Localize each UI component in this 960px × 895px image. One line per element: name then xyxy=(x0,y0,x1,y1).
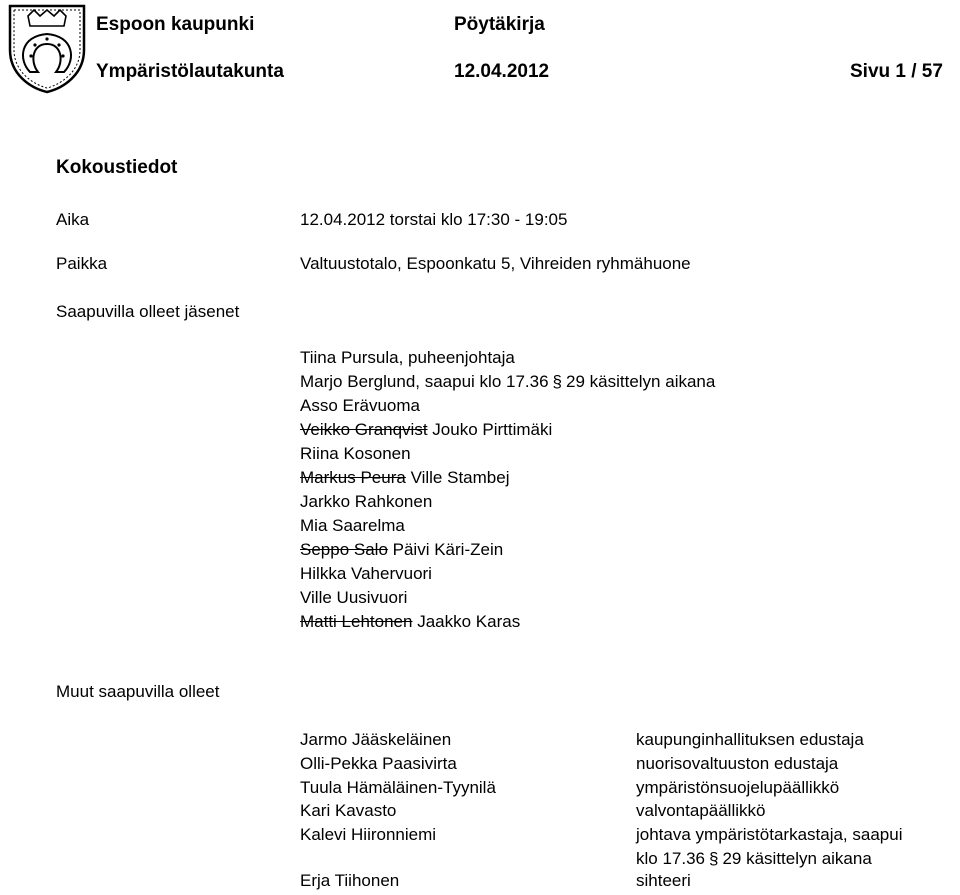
role-note: klo 17.36 xyxy=(636,849,705,868)
other-role: sihteeri xyxy=(636,871,691,890)
member-name-struck: Veikko Granqvist xyxy=(300,420,428,439)
org-name: Espoon kaupunki xyxy=(96,14,255,35)
member-name: Jarkko Rahkonen xyxy=(300,492,433,511)
member-substitute: Jouko Pirttimäki xyxy=(432,420,553,439)
other-name: Erja Tiihonen xyxy=(300,871,400,890)
member-substitute: Jaakko Karas xyxy=(417,612,521,631)
member-note: 29 käsittelyn aikana xyxy=(566,372,716,391)
other-role: nuorisovaltuuston edustaja xyxy=(636,754,839,773)
role-note: 29 käsittelyn aikana xyxy=(722,849,872,868)
member-name: Asso Erävuoma xyxy=(300,396,420,415)
member-name: Tiina Pursula, puheenjohtaja xyxy=(300,348,515,367)
member-substitute: Ville Stambej xyxy=(410,468,510,487)
member-row xyxy=(300,396,420,416)
other-role: kaupunginhallituksen edustaja xyxy=(636,730,864,749)
other-name: Jarmo Jääskeläinen xyxy=(300,730,452,749)
member-row xyxy=(300,492,432,512)
other-role-continued xyxy=(636,849,872,869)
member-row xyxy=(300,516,405,536)
espoo-coat-of-arms-logo xyxy=(4,2,90,94)
section-symbol: § xyxy=(709,849,719,868)
other-role: ympäristönsuojelupäällikkö xyxy=(636,778,840,797)
member-name: Riina Kosonen xyxy=(300,444,411,463)
member-name: Mia Saarelma xyxy=(300,516,405,535)
member-name-struck: Matti Lehtonen xyxy=(300,612,413,631)
member-name: Marjo Berglund, saapui klo 17.36 xyxy=(300,372,549,391)
member-row xyxy=(300,588,407,608)
time-value: 12.04.2012 torstai klo 17:30 - 19:05 xyxy=(300,210,568,229)
member-row xyxy=(300,468,509,488)
member-name-struck: Markus Peura xyxy=(300,468,406,487)
page-indicator: Sivu 1 / 57 xyxy=(850,61,943,82)
other-role: johtava ympäristötarkastaja, saapui xyxy=(636,825,903,844)
document-type: Pöytäkirja xyxy=(454,14,545,35)
member-substitute: Päivi Käri-Zein xyxy=(392,540,504,559)
other-name: Kalevi Hiironniemi xyxy=(300,825,437,844)
place-value: Valtuustotalo, Espoonkatu 5, Vihreiden ryhmähuone xyxy=(300,254,691,273)
member-row xyxy=(300,612,520,632)
section-symbol: § xyxy=(552,372,563,391)
member-row xyxy=(300,348,515,368)
member-row xyxy=(300,564,432,584)
other-name: Kari Kavasto xyxy=(300,801,397,820)
committee-name: Ympäristölautakunta xyxy=(96,61,284,82)
member-row xyxy=(300,444,411,464)
time-label: Aika xyxy=(56,210,90,229)
meeting-date: 12.04.2012 xyxy=(454,61,550,82)
others-label: Muut saapuvilla olleet xyxy=(56,682,220,701)
members-label: Saapuvilla olleet jäsenet xyxy=(56,302,240,321)
member-name: Ville Uusivuori xyxy=(300,588,408,607)
member-name: Hilkka Vahervuori xyxy=(300,564,432,583)
other-role: valvontapäällikkö xyxy=(636,801,766,820)
section-title: Kokoustiedot xyxy=(56,157,178,178)
other-name: Tuula Hämäläinen-Tyynilä xyxy=(300,778,496,797)
other-name: Olli-Pekka Paasivirta xyxy=(300,754,457,773)
member-row xyxy=(300,372,715,392)
member-name-struck: Seppo Salo xyxy=(300,540,388,559)
place-label: Paikka xyxy=(56,254,108,273)
member-row xyxy=(300,420,552,440)
member-row xyxy=(300,540,503,560)
